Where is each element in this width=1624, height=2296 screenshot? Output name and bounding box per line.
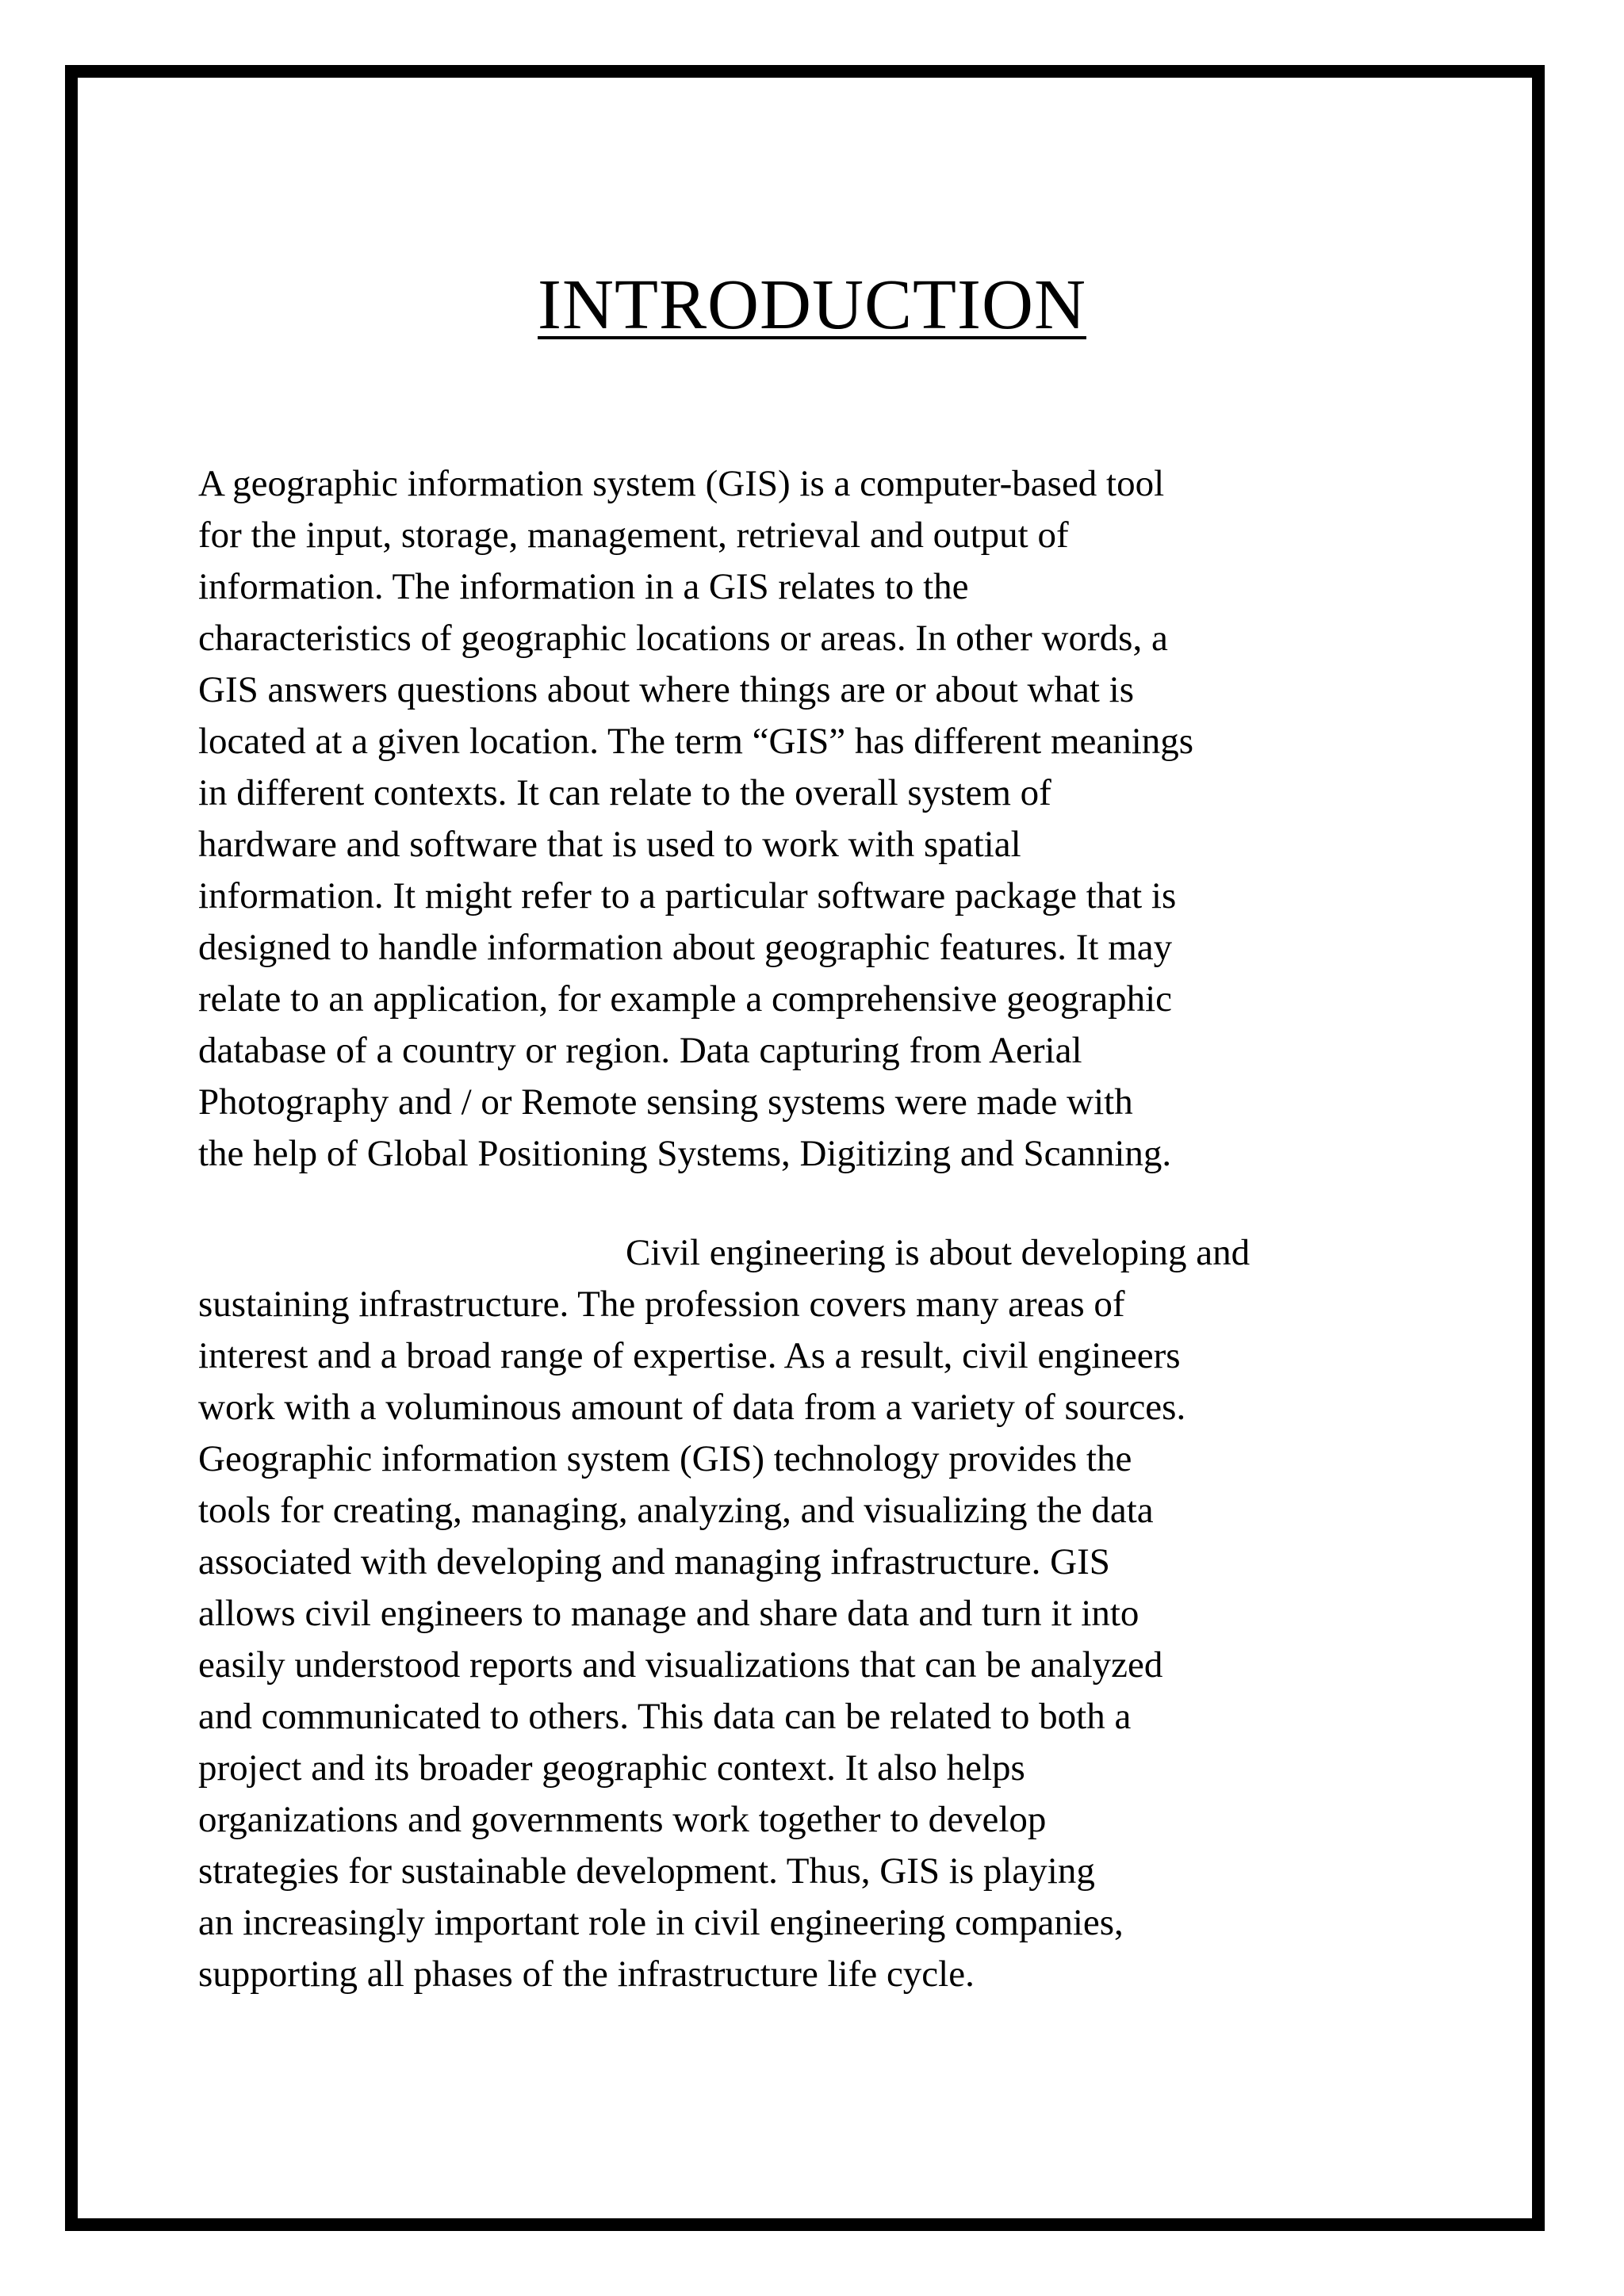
paragraph-civil-engineering <box>198 1227 1443 2000</box>
paragraph-line: and communicated to others. This data can be related to both a <box>198 1696 1132 1737</box>
paragraph-line: allows civil engineers to manage and share data and turn it into <box>198 1593 1139 1634</box>
paragraph-line: characteristics of geographic locations or areas. In other words, a <box>198 618 1168 659</box>
paragraph-line: Geographic information system (GIS) technology provides the <box>198 1438 1132 1479</box>
paragraph-line: work with a voluminous amount of data from a variety of sources. <box>198 1387 1186 1428</box>
paragraph-line: interest and a broad range of expertise. As a result, civil engineers <box>198 1335 1181 1376</box>
paragraph-line: in different contexts. It can relate to the overall system of <box>198 772 1051 813</box>
paragraph-line: designed to handle information about geographic features. It may <box>198 927 1173 968</box>
paragraph-line: located at a given location. The term “GIS” has different meanings <box>198 721 1194 762</box>
paragraph-line: Photography and / or Remote sensing systems were made with <box>198 1081 1133 1123</box>
paragraph-line: supporting all phases of the infrastructure life cycle. <box>198 1954 975 1995</box>
paragraph-line: associated with developing and managing infrastructure. GIS <box>198 1541 1110 1582</box>
paragraph-line: information. It might refer to a particular software package that is <box>198 875 1177 916</box>
paragraph-line: the help of Global Positioning Systems, Digitizing and Scanning. <box>198 1133 1172 1174</box>
paragraph-line: hardware and software that is used to work with spatial <box>198 824 1021 865</box>
paragraph-line: GIS answers questions about where things are or about what is <box>198 669 1134 710</box>
paragraph-line: strategies for sustainable development. Thus, GIS is playing <box>198 1850 1095 1892</box>
paragraph-line: database of a country or region. Data capturing from Aerial <box>198 1030 1082 1071</box>
paragraph-line: Civil engineering is about developing and <box>626 1232 1251 1273</box>
paragraph-gis-definition <box>198 458 1443 1180</box>
paragraph-line: an increasingly important role in civil engineering companies, <box>198 1902 1124 1943</box>
paragraph-line: for the input, storage, management, retrieval and output of <box>198 515 1069 556</box>
page-title: INTRODUCTION <box>538 266 1086 344</box>
paragraph-line: relate to an application, for example a comprehensive geographic <box>198 978 1172 1020</box>
paragraph-line: information. The information in a GIS relates to the <box>198 566 969 607</box>
paragraph-line: easily understood reports and visualizations that can be analyzed <box>198 1644 1163 1686</box>
paragraph-line: sustaining infrastructure. The profession covers many areas of <box>198 1284 1125 1325</box>
paragraph-line: organizations and governments work together to develop <box>198 1799 1047 1840</box>
paragraph-line: A geographic information system (GIS) is a computer-based tool <box>198 463 1165 504</box>
paragraph-line: project and its broader geographic context. It also helps <box>198 1747 1025 1789</box>
paragraph-line: tools for creating, managing, analyzing, and visualizing the data <box>198 1490 1154 1531</box>
